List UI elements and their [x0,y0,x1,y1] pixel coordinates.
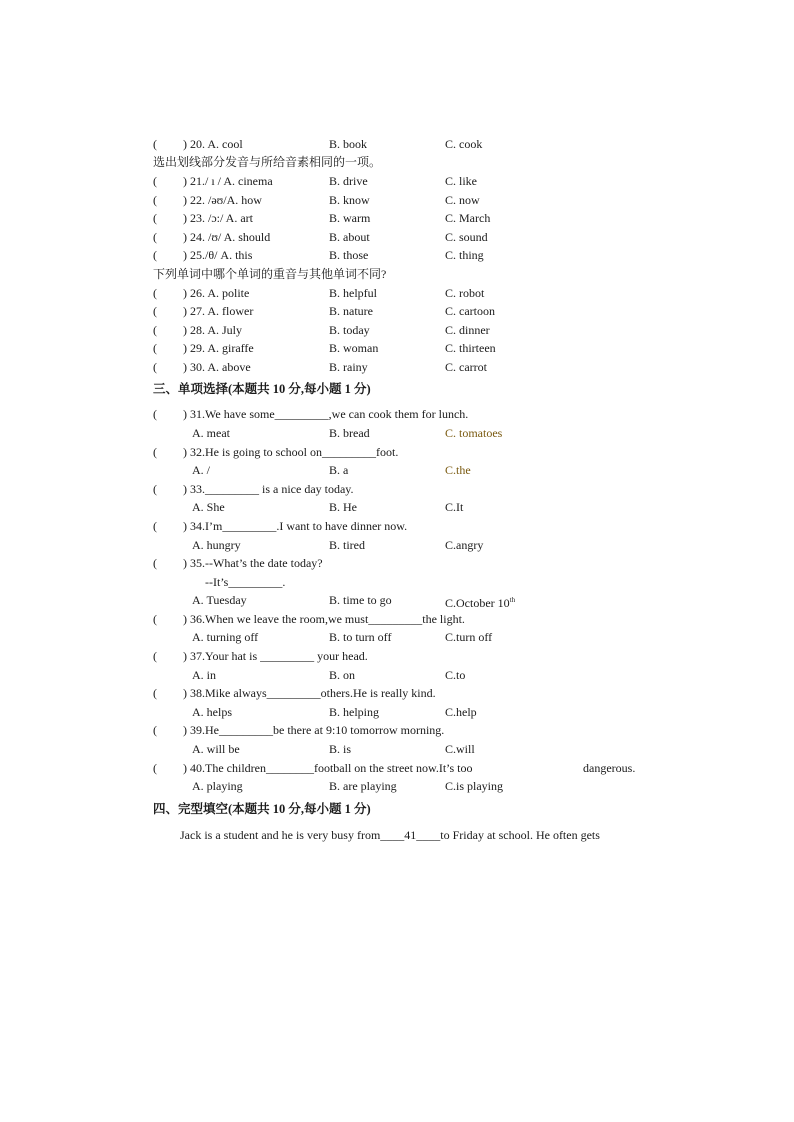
answer-paren: ( [153,286,157,300]
option-b: B. know [329,193,370,207]
option-c: C. cartoon [445,304,495,318]
cloze-paragraph: Jack is a student and he is very busy from____41____to Friday at school. He often gets [180,828,600,842]
answer-paren: ( [153,360,157,374]
option-c: C. thing [445,248,484,262]
answer-paren: ( [153,230,157,244]
question-stem: ) 20. A. cool [183,137,243,151]
option-a: A. playing [192,779,243,793]
answer-paren: ( [153,407,157,421]
answer-paren: ( [153,519,157,533]
option-b: B. are playing [329,779,397,793]
instruction-stress: 下列单词中哪个单词的重音与其他单词不同? [153,267,387,281]
question-stem: ) 34.I’m_________.I want to have dinner now. [183,519,408,533]
dialogue-reply: --It’s_________. [205,575,286,589]
question-stem: ) 31.We have some_________,we can cook them for lunch. [183,407,469,421]
option-c: C.the [445,463,471,477]
answer-paren: ( [153,323,157,337]
answer-paren: ( [153,445,157,459]
option-c: C. thirteen [445,341,496,355]
question-stem: ) 26. A. polite [183,286,250,300]
option-b: B. those [329,248,369,262]
option-b: B. bread [329,426,370,440]
instruction-phonics: 选出划线部分发音与所给音素相同的一项。 [153,155,382,169]
option-c: C. like [445,174,477,188]
question-stem: ) 22. /əʊ/A. how [183,193,262,207]
question-stem: ) 23. /ɔ:/ A. art [183,211,253,225]
question-stem: ) 32.He is going to school on_________foot. [183,445,399,459]
option-b: B. nature [329,304,373,318]
option-a: A. She [192,500,225,514]
option-a: A. hungry [192,538,241,552]
option-b: B. to turn off [329,630,392,644]
option-b: B. on [329,668,356,682]
answer-paren: ( [153,723,157,737]
question-stem: ) 39.He_________be there at 9:10 tomorrow morning. [183,723,445,737]
answer-paren: ( [153,612,157,626]
option-b: B. rainy [329,360,368,374]
question-tail: dangerous. [583,761,636,775]
option-b: B. helping [329,705,379,719]
answer-paren: ( [153,556,157,570]
option-c: C. tomatoes [445,426,503,440]
option-a: A. meat [192,426,230,440]
option-c: C.turn off [445,630,493,644]
option-c: C.It [445,500,464,514]
option-a: A. turning off [192,630,259,644]
question-stem: ) 27. A. flower [183,304,254,318]
option-c: C. cook [445,137,483,151]
option-c: C.will [445,742,475,756]
option-a: A. helps [192,705,232,719]
ordinal-suffix: th [509,596,516,604]
option-b: B. is [329,742,352,756]
option-b: B. helpful [329,286,377,300]
option-b: B. He [329,500,357,514]
option-b: B. tired [329,538,365,552]
option-b: B. woman [329,341,379,355]
answer-paren: ( [153,211,157,225]
option-c: C. March [445,211,491,225]
answer-paren: ( [153,137,157,151]
option-b: B. warm [329,211,371,225]
option-c: C.angry [445,538,484,552]
option-b: B. a [329,463,349,477]
answer-paren: ( [153,193,157,207]
question-stem: ) 29. A. giraffe [183,341,254,355]
question-stem: ) 40.The children________football on the street now.It’s too [183,761,473,775]
question-stem: ) 35.--What’s the date today? [183,556,323,570]
option-b: B. about [329,230,370,244]
section-4-heading: 四、完型填空(本题共 10 分,每小题 1 分) [153,802,371,816]
option-c: C. sound [445,230,488,244]
option-a: A. will be [192,742,240,756]
question-stem: ) 28. A. July [183,323,243,337]
option-b: B. drive [329,174,368,188]
answer-paren: ( [153,761,157,775]
answer-paren: ( [153,649,157,663]
option-c: C. robot [445,286,485,300]
option-c: C. now [445,193,480,207]
option-c [445,591,515,612]
option-c: C. dinner [445,323,490,337]
question-stem: ) 33._________ is a nice day today. [183,482,354,496]
answer-paren: ( [153,341,157,355]
option-c: C.help [445,705,477,719]
option-a: A. / [192,463,210,477]
option-b: B. today [329,323,370,337]
question-stem: ) 36.When we leave the room,we must_________the light. [183,612,465,626]
question-stem: ) 25./θ/ A. this [183,248,253,262]
question-stem: ) 30. A. above [183,360,251,374]
option-a: A. in [192,668,216,682]
section-3-heading: 三、单项选择(本题共 10 分,每小题 1 分) [153,382,371,396]
answer-paren: ( [153,686,157,700]
question-stem: ) 24. /ʊ/ A. should [183,230,271,244]
option-c: C. carrot [445,360,487,374]
answer-paren: ( [153,174,157,188]
option-c: C.to [445,668,466,682]
question-stem: ) 38.Mike always_________others.He is really kind. [183,686,436,700]
option-b: B. book [329,137,368,151]
option-c-text: C.October 10 [445,596,510,610]
option-a: A. Tuesday [192,593,247,607]
option-c: C.is playing [445,779,504,793]
question-stem: ) 37.Your hat is _________ your head. [183,649,368,663]
option-b: B. time to go [329,593,392,607]
question-stem: ) 21./ ı / A. cinema [183,174,273,188]
answer-paren: ( [153,482,157,496]
answer-paren: ( [153,304,157,318]
answer-paren: ( [153,248,157,262]
